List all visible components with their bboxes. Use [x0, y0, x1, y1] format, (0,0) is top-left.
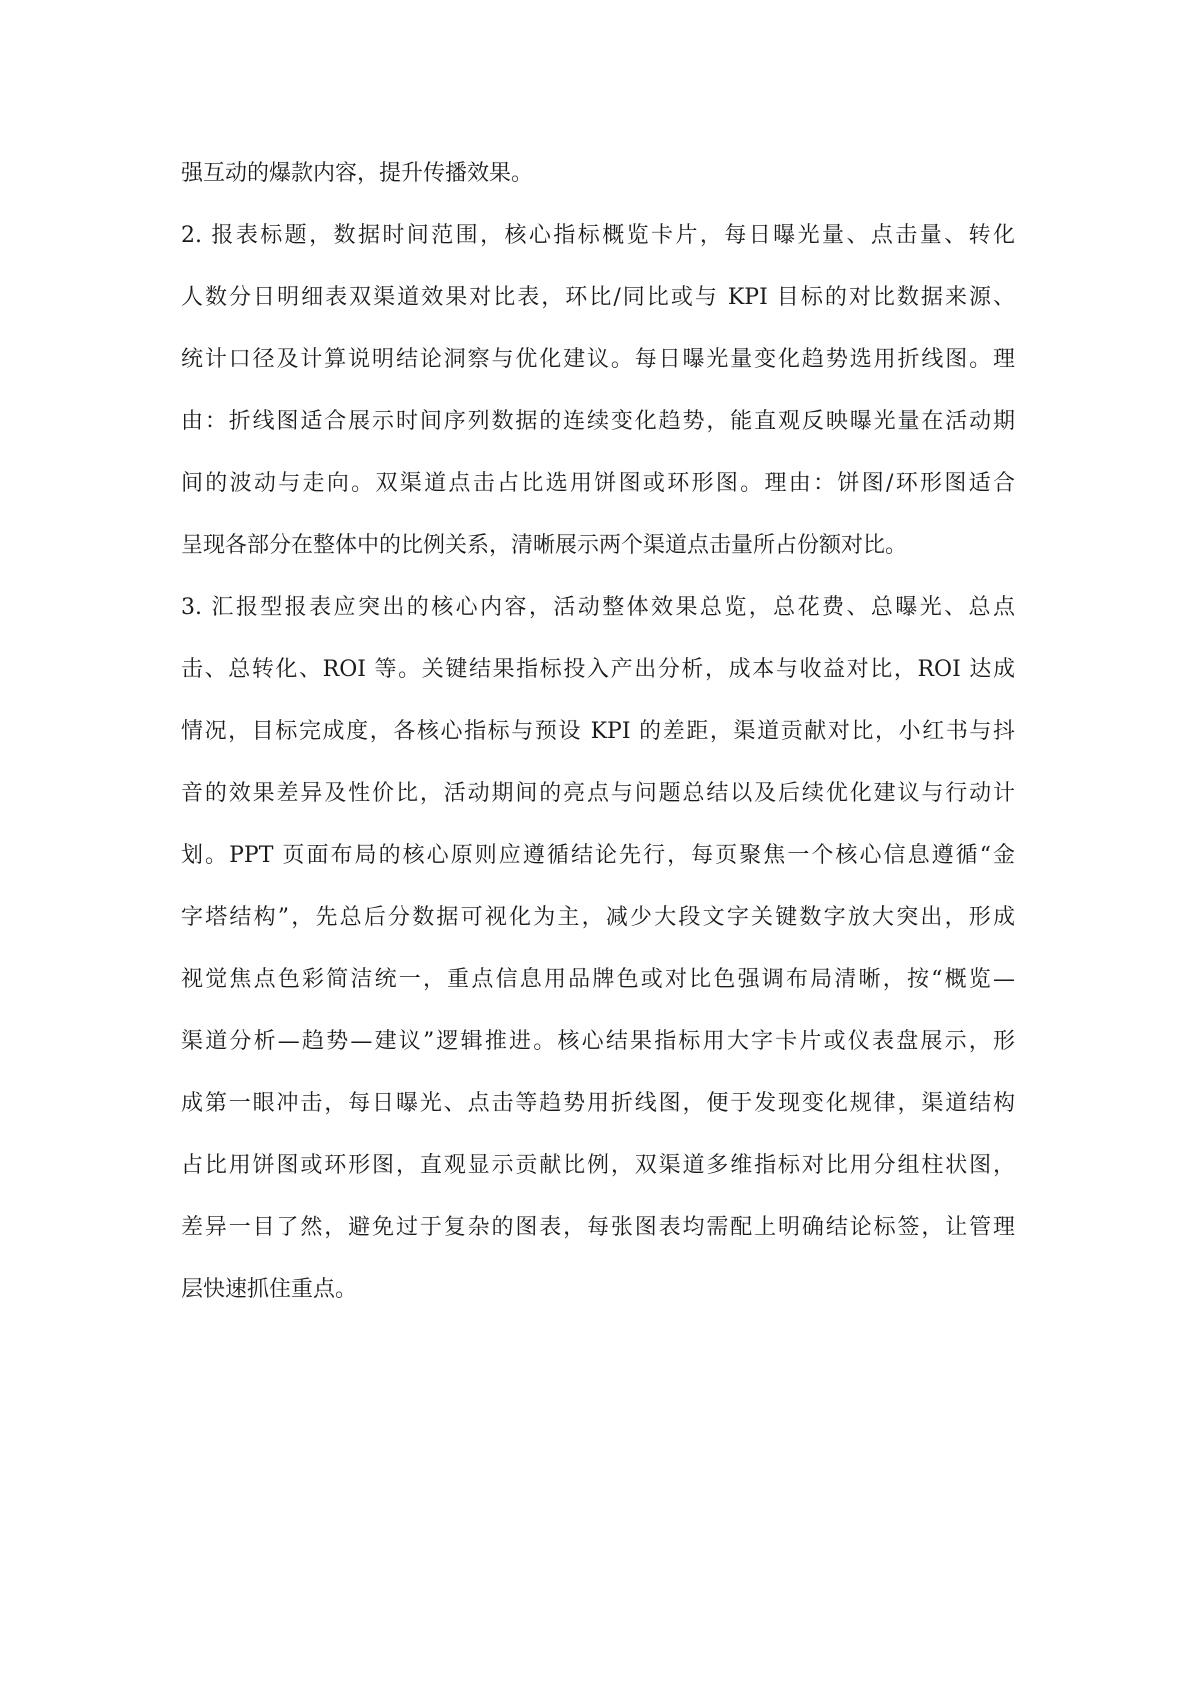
- paragraph-3-line-7: 视觉焦点色彩简洁统一，重点信息用品牌色或对比色强调布局清晰，按“概览—: [181, 967, 1015, 992]
- paragraph-3-line-12: 层快速抓住重点。: [181, 1277, 358, 1302]
- paragraph-3-line-10: 占比用饼图或环形图，直观显示贡献比例，双渠道多维指标对比用分组柱状图，: [181, 1153, 1015, 1178]
- paragraph-2-line-6: 呈现各部分在整体中的比例关系，清晰展示两个渠道点击量所占份额对比。: [181, 533, 908, 558]
- paragraph-3-line-4: 音的效果差异及性价比，活动期间的亮点与问题总结以及后续优化建议与行动计: [181, 781, 1015, 806]
- paragraph-3-line-11: 差异一目了然，避免过于复杂的图表，每张图表均需配上明确结论标签，让管理: [181, 1215, 1015, 1240]
- paragraph-3-line-3: 情况，目标完成度，各核心指标与预设 KPI 的差距，渠道贡献对比，小红书与抖: [181, 719, 1015, 744]
- paragraph-3-line-5: 划。PPT 页面布局的核心原则应遵循结论先行，每页聚焦一个核心信息遵循“金: [181, 843, 1015, 868]
- paragraph-2-line-4: 由：折线图适合展示时间序列数据的连续变化趋势，能直观反映曝光量在活动期: [181, 409, 1015, 434]
- document-body: [181, 154, 1015, 1332]
- paragraph-3-line-9: 成第一眼冲击，每日曝光、点击等趋势用折线图，便于发现变化规律，渠道结构: [181, 1091, 1015, 1116]
- paragraph-1-line-1: 强互动的爆款内容，提升传播效果。: [181, 161, 534, 186]
- paragraph-2-line-2: 人数分日明细表双渠道效果对比表，环比/同比或与 KPI 目标的对比数据来源、: [181, 285, 1015, 310]
- paragraph-3-line-8: 渠道分析—趋势—建议”逻辑推进。核心结果指标用大字卡片或仪表盘展示，形: [181, 1029, 1015, 1054]
- paragraph-3-line-6: 字塔结构”，先总后分数据可视化为主，减少大段文字关键数字放大突出，形成: [181, 905, 1015, 930]
- paragraph-2-line-1: 2. 报表标题，数据时间范围，核心指标概览卡片，每日曝光量、点击量、转化: [181, 223, 1015, 248]
- paragraph-2-line-5: 间的波动与走向。双渠道点击占比选用饼图或环形图。理由：饼图/环形图适合: [181, 471, 1015, 496]
- paragraph-3-line-1: 3. 汇报型报表应突出的核心内容，活动整体效果总览，总花费、总曝光、总点: [181, 595, 1015, 620]
- paragraph-2-line-3: 统计口径及计算说明结论洞察与优化建议。每日曝光量变化趋势选用折线图。理: [181, 347, 1015, 372]
- paragraph-3-line-2: 击、总转化、ROI 等。关键结果指标投入产出分析，成本与收益对比，ROI 达成: [181, 657, 1015, 682]
